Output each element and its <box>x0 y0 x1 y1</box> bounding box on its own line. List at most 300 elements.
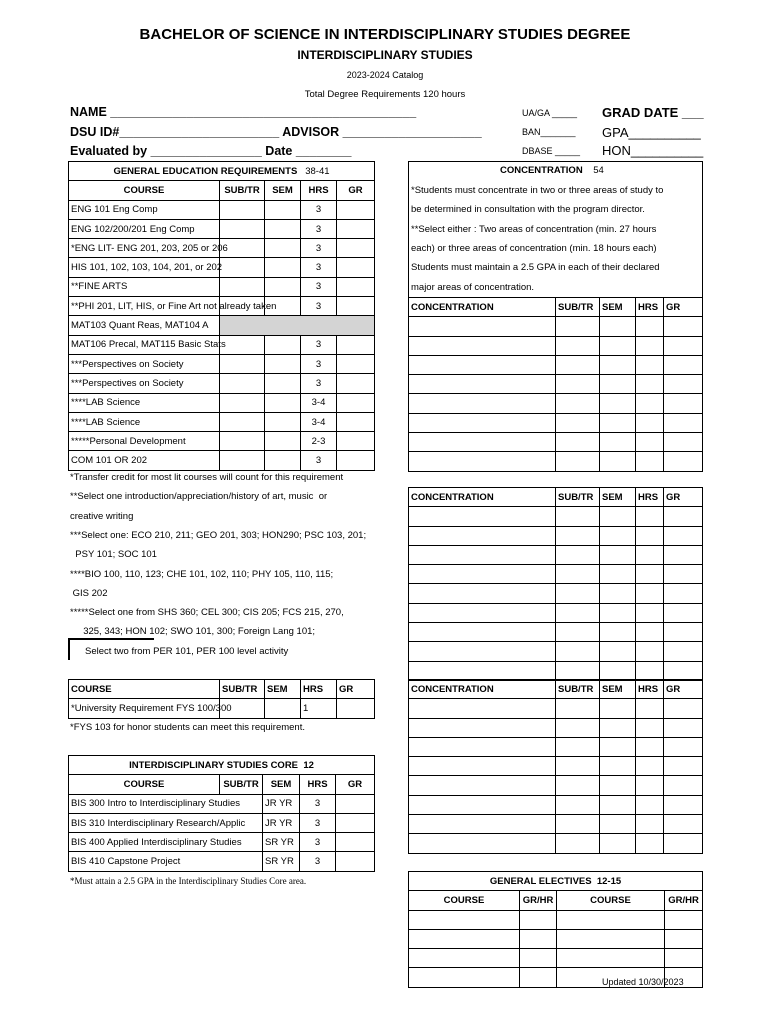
concentration-cell[interactable] <box>664 661 703 680</box>
concentration-col-header: GR <box>664 680 703 699</box>
concentration-cell[interactable] <box>600 757 636 776</box>
concentration-text-line: each) or three areas of concentration (min. 18 hours each) <box>411 242 657 254</box>
concentration-col-header: SUB/TR <box>556 488 600 507</box>
gen-ed-hrs: 3 <box>301 200 337 219</box>
concentration-cell[interactable] <box>636 355 664 374</box>
gen-ed-course: COM 101 OR 202 <box>69 451 220 470</box>
core-sem: JR YR <box>263 813 300 832</box>
electives-row <box>409 929 703 948</box>
evaluated-field[interactable]: Evaluated by ________________ Date ________ <box>70 144 352 158</box>
concentration-cell[interactable] <box>556 413 600 432</box>
gen-ed-hrs: 3 <box>301 277 337 296</box>
concentration-cell[interactable] <box>600 661 636 680</box>
gen-ed-course: *ENG LIT- ENG 201, 203, 205 or 206 <box>69 239 220 258</box>
concentration-cell[interactable] <box>600 623 636 642</box>
fys-col-header: GR <box>337 680 375 699</box>
concentration-cell[interactable] <box>664 565 703 584</box>
concentration-col-header: SEM <box>600 298 636 317</box>
gen-ed-note: *****Select one from SHS 360; CEL 300; CIS 205; FCS 215, 270, <box>70 607 344 619</box>
gen-ed-course: ****LAB Science <box>69 393 220 412</box>
concentration-cell[interactable] <box>600 452 636 471</box>
concentration-cell[interactable] <box>556 603 600 622</box>
concentration-cell[interactable] <box>664 834 703 853</box>
concentration-cell[interactable] <box>600 603 636 622</box>
concentration-cell[interactable] <box>600 507 636 526</box>
gen-ed-gr[interactable] <box>337 432 375 451</box>
gen-ed-sem[interactable] <box>265 354 301 373</box>
gen-ed-sem[interactable] <box>265 219 301 238</box>
gen-ed-row <box>69 412 375 431</box>
concentration-cell[interactable] <box>556 661 600 680</box>
core-sem: SR YR <box>263 852 300 871</box>
concentration-row <box>409 623 703 642</box>
core-row <box>69 833 375 852</box>
gen-ed-subtr[interactable] <box>220 354 265 373</box>
concentration-cell[interactable] <box>409 718 556 737</box>
concentration-cell[interactable] <box>600 737 636 756</box>
gen-ed-gr[interactable] <box>337 258 375 277</box>
concentration-cell[interactable] <box>636 394 664 413</box>
concentration-cell[interactable] <box>556 718 600 737</box>
concentration-cell[interactable] <box>556 584 600 603</box>
gen-ed-hrs: 3 <box>301 374 337 393</box>
concentration-cell[interactable] <box>409 355 556 374</box>
concentration-row <box>409 584 703 603</box>
concentration-cell[interactable] <box>556 623 600 642</box>
concentration-cell[interactable] <box>664 375 703 394</box>
gen-ed-course: MAT106 Precal, MAT115 Basic Stats <box>69 335 220 354</box>
concentration-cell[interactable] <box>600 545 636 564</box>
concentration-cell[interactable] <box>664 623 703 642</box>
gen-ed-gr[interactable] <box>337 354 375 373</box>
gen-ed-gr[interactable] <box>337 277 375 296</box>
gen-ed-col-header: SUB/TR <box>220 181 265 200</box>
gen-ed-sem[interactable] <box>265 412 301 431</box>
concentration-cell[interactable] <box>600 355 636 374</box>
concentration-col-header: CONCENTRATION <box>409 488 556 507</box>
gen-ed-gr[interactable] <box>337 412 375 431</box>
concentration-row <box>409 737 703 756</box>
concentration-table-2 <box>408 487 703 681</box>
electives-cell[interactable] <box>409 929 520 948</box>
gen-ed-sem[interactable] <box>265 200 301 219</box>
gen-ed-row <box>69 374 375 393</box>
electives-cell[interactable] <box>409 910 520 929</box>
concentration-col-header: SEM <box>600 680 636 699</box>
gen-ed-course: ENG 101 Eng Comp <box>69 200 220 219</box>
concentration-cell[interactable] <box>600 642 636 661</box>
concentration-cell[interactable] <box>636 413 664 432</box>
concentration-cell[interactable] <box>636 776 664 795</box>
core-hrs: 3 <box>300 794 336 813</box>
concentration-cell[interactable] <box>600 526 636 545</box>
concentration-cell[interactable] <box>664 584 703 603</box>
gen-ed-row <box>69 239 375 258</box>
concentration-cell[interactable] <box>600 776 636 795</box>
concentration-row <box>409 642 703 661</box>
gen-ed-col-header: HRS <box>301 181 337 200</box>
core-title <box>69 756 375 775</box>
gen-ed-subtr[interactable] <box>220 335 265 354</box>
gen-ed-hrs: 3 <box>301 297 337 316</box>
concentration-cell[interactable] <box>409 507 556 526</box>
gen-ed-course: MAT103 Quant Reas, MAT104 A <box>69 316 220 335</box>
concentration-cell[interactable] <box>636 336 664 355</box>
concentration-cell[interactable] <box>664 507 703 526</box>
concentration-cell[interactable] <box>664 795 703 814</box>
concentration-cell[interactable] <box>636 718 664 737</box>
concentration-cell[interactable] <box>636 317 664 336</box>
concentration-cell[interactable] <box>556 433 600 452</box>
concentration-cell[interactable] <box>556 394 600 413</box>
concentration-col-header: GR <box>664 488 703 507</box>
concentration-cell[interactable] <box>600 433 636 452</box>
concentration-cell[interactable] <box>556 375 600 394</box>
concentration-cell[interactable] <box>409 413 556 432</box>
concentration-header-row <box>409 298 703 317</box>
concentration-cell[interactable] <box>600 565 636 584</box>
concentration-row <box>409 317 703 336</box>
core-col-header: SUB/TR <box>220 775 263 794</box>
gen-ed-subtr[interactable] <box>220 432 265 451</box>
concentration-cell[interactable] <box>664 433 703 452</box>
electives-cell[interactable] <box>520 929 557 948</box>
concentration-cell[interactable] <box>664 757 703 776</box>
concentration-cell[interactable] <box>664 737 703 756</box>
gen-ed-sem[interactable] <box>265 451 301 470</box>
gen-ed-subtr[interactable] <box>220 277 265 296</box>
concentration-cell[interactable] <box>636 526 664 545</box>
gen-ed-gr[interactable] <box>337 451 375 470</box>
gen-ed-title <box>69 162 375 181</box>
catalog-year: 2023-2024 Catalog <box>346 70 424 80</box>
concentration-cell[interactable] <box>636 795 664 814</box>
concentration-cell[interactable] <box>556 815 600 834</box>
gen-ed-row <box>69 432 375 451</box>
concentration-text-line: *Students must concentrate in two or three areas of study to <box>411 185 664 196</box>
concentration-cell[interactable] <box>636 757 664 776</box>
gen-ed-hours: 38-41 <box>305 165 330 177</box>
electives-cell[interactable] <box>557 910 665 929</box>
concentration-cell[interactable] <box>664 336 703 355</box>
concentration-row <box>409 757 703 776</box>
core-gr[interactable] <box>336 852 375 871</box>
concentration-cell[interactable] <box>409 336 556 355</box>
gen-ed-subtr[interactable] <box>220 393 265 412</box>
gen-ed-col-header: COURSE <box>69 181 220 200</box>
concentration-cell[interactable] <box>600 584 636 603</box>
gen-ed-row <box>69 335 375 354</box>
concentration-cell[interactable] <box>636 433 664 452</box>
concentration-cell[interactable] <box>556 355 600 374</box>
gen-ed-row <box>69 354 375 373</box>
electives-cell[interactable] <box>409 949 520 968</box>
concentration-cell[interactable] <box>409 757 556 776</box>
concentration-cell[interactable] <box>409 545 556 564</box>
grad-date-field[interactable]: GRAD DATE ___ <box>602 105 704 120</box>
core-hrs: 3 <box>300 833 336 852</box>
electives-cell[interactable] <box>520 949 557 968</box>
concentration-col-header: SUB/TR <box>556 680 600 699</box>
fys-col-header: SUB/TR <box>220 680 265 699</box>
gen-ed-gr[interactable] <box>337 374 375 393</box>
concentration-cell[interactable] <box>556 737 600 756</box>
concentration-cell[interactable] <box>636 815 664 834</box>
gen-ed-course: **PHI 201, LIT, HIS, or Fine Art not already taken <box>69 297 220 316</box>
dbase-field[interactable]: DBASE _____ <box>522 146 581 156</box>
concentration-cell[interactable] <box>556 834 600 853</box>
concentration-cell[interactable] <box>664 526 703 545</box>
electives-cell[interactable] <box>557 929 665 948</box>
name-field[interactable]: NAME ____________________________________________ <box>70 105 417 119</box>
electives-cell[interactable] <box>557 949 665 968</box>
electives-cell[interactable] <box>665 929 703 948</box>
gen-ed-sem[interactable] <box>265 239 301 258</box>
concentration-cell[interactable] <box>636 623 664 642</box>
concentration-cell[interactable] <box>600 317 636 336</box>
concentration-cell[interactable] <box>636 642 664 661</box>
core-note: *Must attain a 2.5 GPA in the Interdisciplinary Studies Core area. <box>70 876 307 886</box>
gen-ed-subtr[interactable] <box>220 219 265 238</box>
concentration-cell[interactable] <box>556 757 600 776</box>
concentration-cell[interactable] <box>664 642 703 661</box>
concentration-cell[interactable] <box>409 603 556 622</box>
concentration-cell[interactable] <box>600 834 636 853</box>
concentration-cell[interactable] <box>664 776 703 795</box>
electives-col-header: GR/HR <box>520 891 557 910</box>
core-col-header: COURSE <box>69 775 220 794</box>
concentration-cell[interactable] <box>636 452 664 471</box>
electives-col-header: GR/HR <box>665 891 703 910</box>
electives-hours: 12-15 <box>596 875 622 887</box>
concentration-cell[interactable] <box>664 355 703 374</box>
electives-cell[interactable] <box>665 910 703 929</box>
concentration-col-header: HRS <box>636 298 664 317</box>
core-row <box>69 794 375 813</box>
concentration-cell[interactable] <box>600 375 636 394</box>
concentration-cell[interactable] <box>636 737 664 756</box>
electives-title-text: GENERAL ELECTIVES <box>489 875 592 887</box>
electives-cell[interactable] <box>520 968 557 987</box>
concentration-cell[interactable] <box>556 507 600 526</box>
dsu-advisor-field[interactable]: DSU ID#_______________________ ADVISOR ____________________ <box>70 125 482 139</box>
concentration-row <box>409 795 703 814</box>
concentration-cell[interactable] <box>664 718 703 737</box>
concentration-cell[interactable] <box>636 545 664 564</box>
core-row <box>69 813 375 832</box>
gen-ed-subtr[interactable] <box>220 258 265 277</box>
concentration-cell[interactable] <box>636 584 664 603</box>
concentration-cell[interactable] <box>556 317 600 336</box>
concentration-cell[interactable] <box>409 584 556 603</box>
gen-ed-row <box>69 258 375 277</box>
concentration-cell[interactable] <box>664 413 703 432</box>
core-course: BIS 400 Applied Interdisciplinary Studies <box>69 833 263 852</box>
hon-field[interactable]: HON__________ <box>602 143 704 158</box>
gen-ed-note: **Select one introduction/appreciation/history of art, music or <box>70 491 328 503</box>
concentration-title <box>500 165 604 176</box>
core-gr[interactable] <box>336 794 375 813</box>
concentration-cell[interactable] <box>664 452 703 471</box>
concentration-cell[interactable] <box>556 795 600 814</box>
core-sem: JR YR <box>263 794 300 813</box>
fys-table <box>68 679 375 719</box>
gen-ed-shaded-cell <box>220 316 375 335</box>
concentration-cell[interactable] <box>664 603 703 622</box>
concentration-cell[interactable] <box>409 452 556 471</box>
gen-ed-subtr[interactable] <box>220 200 265 219</box>
concentration-cell[interactable] <box>664 545 703 564</box>
concentration-col-header: CONCENTRATION <box>409 298 556 317</box>
gen-ed-note: creative writing <box>70 510 134 522</box>
concentration-text-line: major areas of concentration. <box>411 281 535 293</box>
concentration-cell[interactable] <box>636 834 664 853</box>
gen-ed-row <box>69 277 375 296</box>
gen-ed-subtr[interactable] <box>220 412 265 431</box>
concentration-cell[interactable] <box>409 776 556 795</box>
gen-ed-gr[interactable] <box>337 335 375 354</box>
gen-ed-gr[interactable] <box>337 297 375 316</box>
concentration-cell[interactable] <box>409 526 556 545</box>
gen-ed-gr[interactable] <box>337 393 375 412</box>
concentration-cell[interactable] <box>600 795 636 814</box>
gen-ed-subtr[interactable] <box>220 374 265 393</box>
concentration-cell[interactable] <box>636 603 664 622</box>
core-col-header: HRS <box>300 775 336 794</box>
page-subtitle: INTERDISCIPLINARY STUDIES <box>297 48 473 62</box>
fys-col-header: COURSE <box>69 680 220 699</box>
fys-col-header: SEM <box>265 680 301 699</box>
concentration-cell[interactable] <box>556 545 600 564</box>
core-gr[interactable] <box>336 813 375 832</box>
fys-note: *FYS 103 for honor students can meet this requirement. <box>70 722 305 733</box>
concentration-col-header: SEM <box>600 488 636 507</box>
concentration-row <box>409 776 703 795</box>
gen-ed-title-text: GENERAL EDUCATION REQUIREMENTS <box>113 165 298 177</box>
concentration-cell[interactable] <box>556 642 600 661</box>
concentration-row <box>409 375 703 394</box>
gen-ed-hrs: 3-4 <box>301 412 337 431</box>
gen-ed-course: **FINE ARTS <box>69 277 220 296</box>
electives-cell[interactable] <box>409 968 520 987</box>
concentration-cell[interactable] <box>600 815 636 834</box>
fys-row <box>69 699 375 718</box>
concentration-cell[interactable] <box>636 565 664 584</box>
core-gr[interactable] <box>336 833 375 852</box>
concentration-header-row <box>409 680 703 699</box>
fys-col-header: HRS <box>301 680 337 699</box>
gen-ed-hrs: 3 <box>301 258 337 277</box>
concentration-hours: 54 <box>593 165 604 176</box>
concentration-cell[interactable] <box>409 317 556 336</box>
concentration-cell[interactable] <box>664 394 703 413</box>
concentration-cell[interactable] <box>664 699 703 718</box>
concentration-col-header: CONCENTRATION <box>409 680 556 699</box>
concentration-cell[interactable] <box>600 394 636 413</box>
fys-course: *University Requirement FYS 100/300 <box>69 699 220 718</box>
concentration-row <box>409 815 703 834</box>
concentration-cell[interactable] <box>556 776 600 795</box>
concentration-cell[interactable] <box>556 699 600 718</box>
electives-row <box>409 949 703 968</box>
concentration-cell[interactable] <box>636 507 664 526</box>
concentration-cell[interactable] <box>556 452 600 471</box>
concentration-cell[interactable] <box>409 737 556 756</box>
concentration-cell[interactable] <box>600 718 636 737</box>
electives-cell[interactable] <box>665 949 703 968</box>
gen-ed-col-header: SEM <box>265 181 301 200</box>
concentration-cell[interactable] <box>409 642 556 661</box>
concentration-cell[interactable] <box>409 699 556 718</box>
concentration-cell[interactable] <box>636 375 664 394</box>
concentration-cell[interactable] <box>556 565 600 584</box>
concentration-cell[interactable] <box>600 336 636 355</box>
gen-ed-subtr[interactable] <box>220 451 265 470</box>
concentration-row <box>409 526 703 545</box>
gen-ed-sem[interactable] <box>265 432 301 451</box>
gen-ed-sem[interactable] <box>265 374 301 393</box>
gen-ed-gr[interactable] <box>337 200 375 219</box>
concentration-cell[interactable] <box>664 815 703 834</box>
concentration-cell[interactable] <box>409 375 556 394</box>
core-header-row <box>69 775 375 794</box>
electives-cell[interactable] <box>520 910 557 929</box>
electives-row <box>409 910 703 929</box>
concentration-cell[interactable] <box>409 661 556 680</box>
gen-ed-sem[interactable] <box>265 277 301 296</box>
gen-ed-sem[interactable] <box>265 335 301 354</box>
concentration-cell[interactable] <box>409 394 556 413</box>
concentration-cell[interactable] <box>636 661 664 680</box>
concentration-text-line: Students must maintain a 2.5 GPA in each of their declared <box>411 262 660 274</box>
gen-ed-gr[interactable] <box>337 239 375 258</box>
concentration-cell[interactable] <box>409 815 556 834</box>
concentration-row <box>409 699 703 718</box>
concentration-cell[interactable] <box>600 413 636 432</box>
concentration-table-3 <box>408 679 703 854</box>
gen-ed-hrs: 2-3 <box>301 432 337 451</box>
gen-ed-hrs: 3 <box>301 451 337 470</box>
gen-ed-gr[interactable] <box>337 219 375 238</box>
gen-ed-course: ***Perspectives on Society <box>69 354 220 373</box>
gen-ed-table <box>68 161 375 471</box>
concentration-row <box>409 718 703 737</box>
concentration-cell[interactable] <box>664 317 703 336</box>
gen-ed-course: ****LAB Science <box>69 412 220 431</box>
concentration-cell[interactable] <box>409 834 556 853</box>
gen-ed-sem[interactable] <box>265 258 301 277</box>
concentration-cell[interactable] <box>556 526 600 545</box>
total-hours: Total Degree Requirements 120 hours <box>304 89 466 100</box>
concentration-cell[interactable] <box>409 565 556 584</box>
gen-ed-row <box>69 316 375 335</box>
fys-gr[interactable] <box>337 699 375 718</box>
gen-ed-sem[interactable] <box>265 393 301 412</box>
concentration-row <box>409 433 703 452</box>
fys-sem[interactable] <box>265 699 301 718</box>
concentration-row <box>409 603 703 622</box>
concentration-cell[interactable] <box>556 336 600 355</box>
concentration-cell[interactable] <box>409 795 556 814</box>
concentration-cell[interactable] <box>409 623 556 642</box>
concentration-cell[interactable] <box>636 699 664 718</box>
gpa-field[interactable]: GPA__________ <box>602 125 701 140</box>
concentration-col-header: HRS <box>636 488 664 507</box>
uaga-field[interactable]: UA/GA _____ <box>522 108 578 118</box>
ban-field[interactable]: BAN_______ <box>522 127 576 137</box>
concentration-cell[interactable] <box>600 699 636 718</box>
concentration-cell[interactable] <box>409 433 556 452</box>
